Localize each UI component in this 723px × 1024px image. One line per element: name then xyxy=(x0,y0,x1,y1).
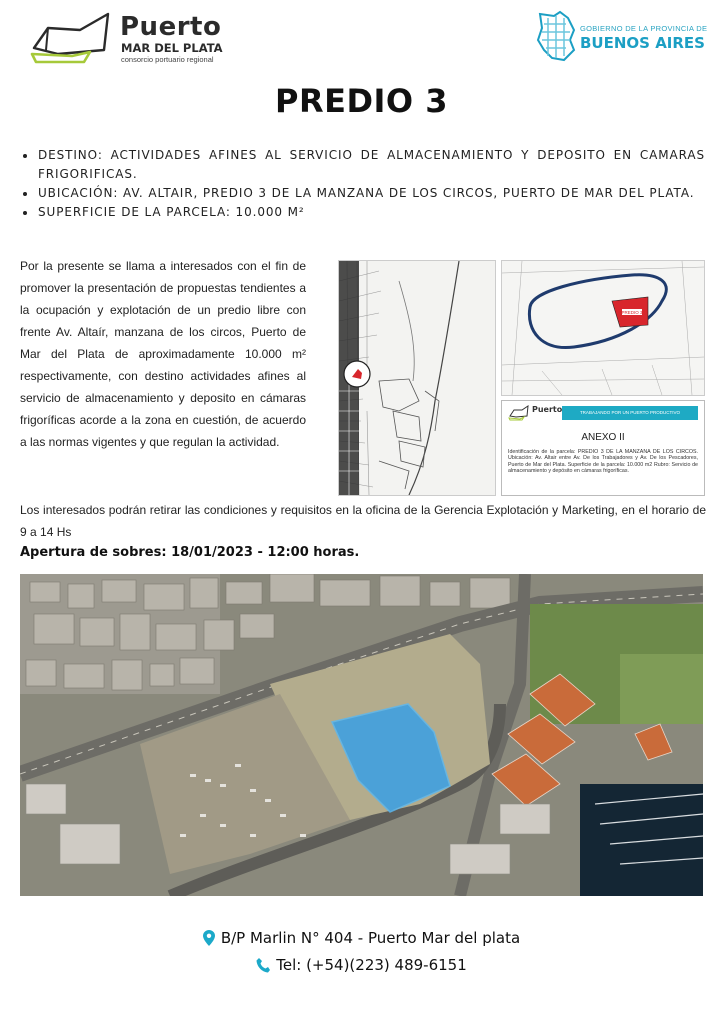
conditions-paragraph: Los interesados podrán retirar las condiciones y requisitos en la oficina de la Gerencia Explotación y Marketing, en el horario de 9 a 14 Hs xyxy=(20,503,706,539)
logo-brand-tagline: consorcio portuario regional xyxy=(121,55,214,64)
ship-logo-icon xyxy=(28,10,120,66)
annex-logo-icon xyxy=(508,405,530,421)
province-name: BUENOS AIRES xyxy=(580,34,705,52)
intro-paragraph: Por la presente se llama a interesados con el fin de promover la presentación de propuestas tendientes a la ocupación y explotación de un predio libre con frente Av. Altaír, manzana de los circos, Puerto de Mar del Plata de aproximadamente 10.000 m² respectivamente, con destino actividades afines al servicio de almacenamiento y deposito en cámaras frigoríficas acorde a la zona en cuestión, de acuerdo a las normas vigentes y que regulan la actividad. xyxy=(20,259,306,449)
detail-destino: DESTINO: ACTIVIDADES AFINES AL SERVICIO DE ALMACENAMIENTO Y DEPOSITO EN CAMARAS FRIGORIFICAS. xyxy=(20,146,705,184)
annex-text: Identificación de la parcela: PREDIO 3 DE LA MANZANA DE LOS CIRCOS. Ubicación: Av. Altair entre Av. De los Trabajadores y Av. De los Pescadores, Puerto de Mar del Plata. Superficie de la parcela: 10.000 m2 Rubro: Servicio de almacenamiento y depósito en cámaras frigoríficas. xyxy=(508,449,698,475)
puerto-mdp-logo xyxy=(28,10,228,66)
buenos-aires-logo xyxy=(534,10,708,66)
phone-icon xyxy=(256,957,270,973)
opening-date: Apertura de sobres: 18/01/2023 - 12:00 horas. xyxy=(20,545,360,560)
footer-phone[interactable]: Tel: (+54)(223) 489-6151 xyxy=(276,956,467,974)
logo-brand-name: Puerto xyxy=(120,12,222,42)
annex-header-bar: TRABAJANDO POR UN PUERTO PRODUCTIVO xyxy=(562,406,698,420)
annex-title: ANEXO II xyxy=(581,432,625,443)
location-map-overview xyxy=(338,260,496,496)
property-details-list xyxy=(20,146,705,222)
aerial-photo xyxy=(20,574,703,896)
annex-logo-text: Puerto xyxy=(532,405,563,414)
province-map-icon xyxy=(534,10,578,64)
annex-document xyxy=(501,400,705,496)
footer-address-line xyxy=(0,929,723,947)
logo-brand-subtitle: MAR DEL PLATA xyxy=(121,41,223,55)
footer-phone-line xyxy=(0,956,723,974)
location-map-detail xyxy=(501,260,705,396)
government-label: GOBIERNO DE LA PROVINCIA DE xyxy=(580,24,708,33)
detail-ubicacion: UBICACIÓN: AV. ALTAIR, PREDIO 3 DE LA MANZANA DE LOS CIRCOS, PUERTO DE MAR DEL PLATA. xyxy=(20,184,705,203)
location-pin-icon xyxy=(203,930,215,946)
map-parcel-label: PREDIO 3 xyxy=(621,310,643,315)
page-title: PREDIO 3 xyxy=(274,82,449,120)
detail-superficie: SUPERFICIE DE LA PARCELA: 10.000 M² xyxy=(20,203,705,222)
footer-address: B/P Marlin N° 404 - Puerto Mar del plata xyxy=(220,929,521,947)
